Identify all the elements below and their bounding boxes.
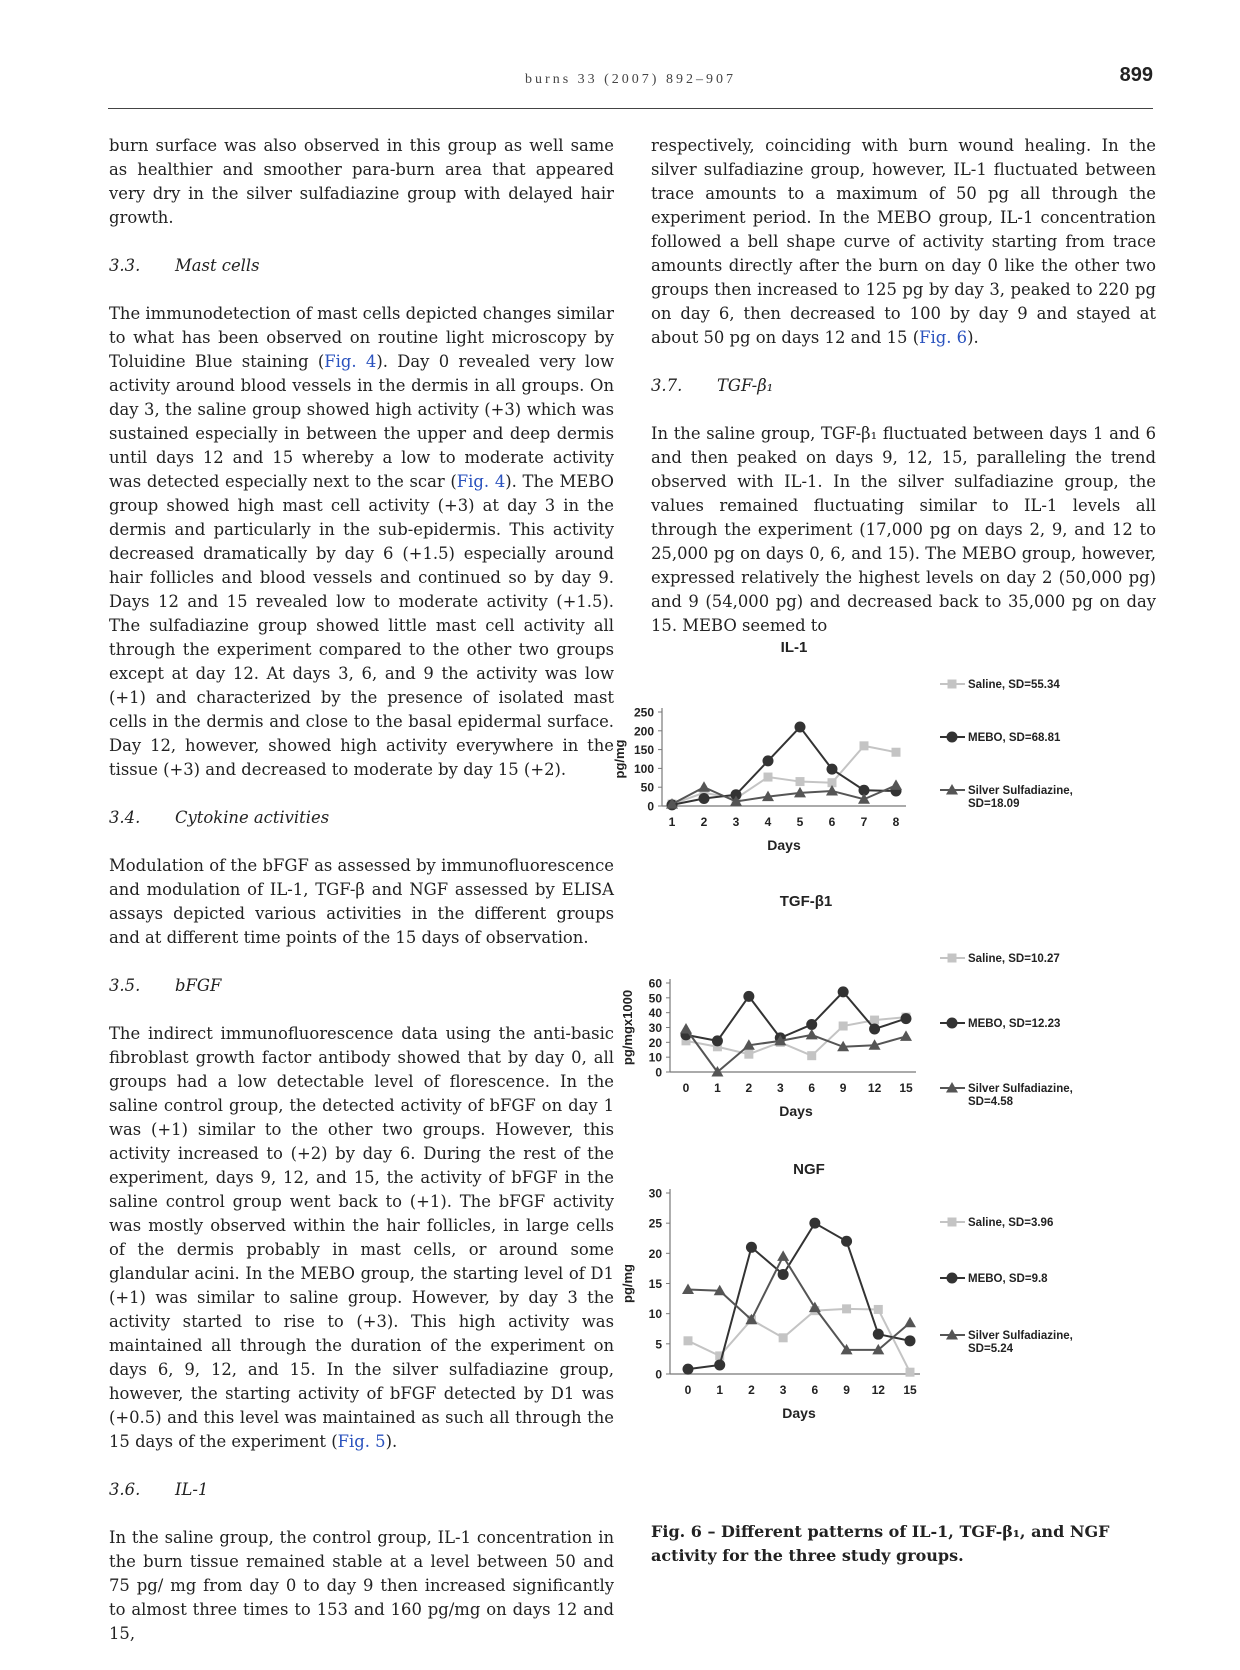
legend-entry [940,1018,1060,1031]
legend-marker [947,732,958,743]
chart-title: IL-1 [780,639,808,656]
y-tick-label: 0 [647,799,654,814]
x-tick-label: 5 [796,815,804,829]
y-tick-label: 100 [633,761,654,776]
legend-label: MEBO, SD=9.8 [968,1273,1048,1285]
section-number: 3.3. [109,256,141,275]
data-point [869,1023,880,1034]
legend-label: SD=18.09 [968,798,1020,810]
data-point [684,1336,693,1345]
y-tick-label: 20 [648,1246,662,1261]
legend-marker [947,1018,958,1029]
figure-link[interactable]: Fig. 4 [324,352,377,371]
x-tick-label: 1 [714,1081,721,1095]
y-tick-label: 20 [648,1035,662,1050]
legend-entry [940,732,1061,745]
legend-marker [948,680,957,689]
legend-label: MEBO, SD=68.81 [968,732,1061,744]
data-point [795,722,806,733]
x-tick-label: 2 [745,1081,753,1095]
y-tick-label: 250 [633,705,654,720]
y-tick-label: 0 [655,1367,662,1382]
chart-title: NGF [793,1161,825,1178]
x-tick-label: 6 [828,815,836,829]
data-point [904,1317,916,1328]
chart-title: TGF-β1 [779,893,833,910]
data-point [874,1305,883,1314]
data-point [746,1242,757,1253]
data-point [827,764,838,775]
legend-marker [948,954,957,963]
data-point [873,1329,884,1340]
section-heading-3-7 [651,374,1156,398]
legend-label: Saline, SD=55.34 [968,679,1060,691]
x-tick-label: 9 [839,1081,847,1095]
legend-entry [940,1273,1048,1286]
journal-citation: burns 33 (2007) 892–907 [525,72,736,87]
data-point [712,1035,723,1046]
x-tick-label: 3 [732,815,740,829]
paragraph-intro: burn surface was also observed in this group as well same as healthier and smoother para-burn area that appeared very dry in the silver sulfadiazine group with delayed hair growth. [109,136,614,227]
data-point [714,1359,725,1370]
section-heading-3-4 [109,806,614,830]
legend-marker [947,1273,958,1284]
figure-link[interactable]: Fig. 6 [919,328,968,347]
page-number: 899 [1119,64,1153,86]
text-run: The indirect immunofluorescence data using the anti-basic fibroblast growth factor antibody showed that by day 0, all groups had a low detectable level of florescence. In the saline control group, the detected activity of bFGF on day 1 was (+1) similar to the other two groups. However, this activity increased to (+2) by day 6. During the rest of the experiment, days 9, 12, and 15, the activity of bFGF in the saline control group went back to (+1). The bFGF activity was mostly observed within the hair follicles, in large cells of the dermis probably in mast cells, or around some glandular acini. In the MEBO group, the starting level of D1 (+1) was similar to saline group. However, by day 3 the activity started to rise to (+3). This high activity was maintained all through the duration of the experiment on days 6, 9, 12, and 15. In the silver sulfadiazine group, however, the starting activity of bFGF detected by D1 was (+0.5) and this level was maintained as such all through the 15 days of the experiment ( [109,1024,614,1451]
section-number: 3.5. [109,976,141,995]
x-tick-label: 4 [764,815,772,829]
legend-label: SD=4.58 [968,1096,1014,1108]
data-point [905,1335,916,1346]
paragraph-il1: In the saline group, the control group, IL-1 concentration in the burn tissue remained stable at a level between 50 and 75 pg/ mg from day 0 to day 9 then increased significantly to almost three times to 153 and 160 pg/mg on days 12 and 15, [109,1528,614,1643]
figure-link[interactable]: Fig. 4 [456,472,506,491]
data-point [806,1029,818,1040]
series-circle [667,722,902,811]
legend-marker [948,1218,957,1227]
legend-entry [940,1329,1073,1355]
y-tick-label: 0 [655,1065,662,1080]
x-tick-label: 2 [700,815,708,829]
data-point [860,741,869,750]
text-run: ). [967,328,979,347]
data-point [807,1051,816,1060]
data-point [744,1050,753,1059]
section-heading-3-6 [109,1478,614,1502]
x-tick-label: 12 [867,1081,882,1095]
figure-link[interactable]: Fig. 5 [337,1432,386,1451]
legend-entry [940,1217,1053,1229]
y-tick-label: 50 [640,780,654,795]
section-number: 3.4. [109,808,141,827]
x-tick-label: 6 [808,1081,816,1095]
section-number: 3.7. [651,376,683,395]
paragraph-tgf-beta: In the saline group, TGF-β₁ fluctuated between days 1 and 6 and then peaked on days 9, 12, 15, paralleling the trend observed with IL-1. In the silver sulfadiazine group, the values remained fluctuating similar to IL-1 levels all through the experiment (17,000 pg on days 2, 9, and 12 to 25,000 pg on days 0, 6, and 15). The MEBO group, however, expressed relatively the highest levels on day 2 (50,000 pg) and 9 (54,000 pg) and decreased back to 35,000 pg on day 15. MEBO seemed to [651,424,1156,635]
data-point [842,1304,851,1313]
figure-6 [612,639,1160,1550]
y-axis-label: pg/mg [612,739,627,779]
text-run: respectively, coinciding with burn wound healing. In the silver sulfadiazine group, however, IL-1 fluctuated between trace amounts to a maximum of 50 pg all through the experiment period. In the MEBO group, IL-1 concentration followed a bell shape curve of activity starting from trace amounts directly after the burn on day 0 like the other two groups then increased to 125 pg by day 3, peaked to 220 pg on day 6, then decreased to 100 by day 9 and stayed at about 50 pg on days 12 and 15 ( [651,136,1156,347]
data-point [906,1368,915,1377]
x-tick-label: 8 [892,815,900,829]
right-column [651,134,1156,662]
section-heading-3-5 [109,974,614,998]
figure-6-charts [612,639,1160,1540]
x-tick-label: 6 [811,1383,819,1397]
running-header [108,62,1153,109]
text-run: ). The MEBO group showed high mast cell activity (+3) at day 3 in the dermis and particularly in the sub-epidermis. This activity decreased dramatically by day 6 (+1.5) especially around hair follicles and blood vessels and continued so by day 9. Days 12 and 15 revealed low to moderate activity (+1.5). The sulfadiazine group showed little mast cell activity all through the experiment compared to the other two groups except at day 12. At days 3, 6, and 9 the activity was low (+1) and characterized by the presence of isolated mast cells in the dermis and close to the basal epidermal surface. Day 12, however, showed high activity everywhere in the tissue (+3) and decreased to moderate by day 15 (+2). [109,472,614,779]
legend-label: MEBO, SD=12.23 [968,1018,1061,1030]
paragraph-il1-continued [651,134,1156,350]
data-point [683,1364,694,1375]
y-tick-label: 5 [655,1337,662,1352]
chart-ngf [620,1161,1073,1421]
y-tick-label: 40 [648,1006,662,1021]
data-point [699,793,710,804]
paragraph-mast-cells [109,302,614,782]
legend-entry [940,784,1073,810]
legend-label: Silver Sulfadiazine, [968,1330,1073,1342]
y-tick-label: 60 [648,976,662,991]
x-axis-label: Days [767,837,801,853]
section-title: bFGF [175,976,222,995]
data-point [900,1030,912,1041]
x-tick-label: 3 [779,1383,787,1397]
text-run: The immunodetection of mast cells depicted changes similar to what has been observed on routine light microscopy by Toluidine Blue staining ( [109,304,614,371]
x-axis-label: Days [782,1405,816,1421]
data-point [892,748,901,757]
data-point [743,991,754,1002]
x-tick-label: 9 [843,1383,850,1397]
data-point [779,1333,788,1342]
legend-label: Saline, SD=3.96 [968,1217,1054,1229]
y-tick-label: 150 [633,743,654,758]
data-point [901,1013,912,1024]
y-tick-label: 10 [648,1307,662,1322]
text-run: ). [385,1432,398,1451]
x-tick-label: 0 [684,1383,692,1397]
chart-il-1 [612,639,1073,853]
paragraph-bfgf [109,1022,614,1454]
data-point [838,986,849,997]
left-column [109,134,614,1670]
legend-entry [940,679,1060,691]
legend-entry [940,953,1060,965]
data-point [763,755,774,766]
section-title: TGF-β₁ [717,376,774,395]
x-tick-label: 2 [748,1383,755,1397]
section-title: Mast cells [175,256,260,275]
data-point [839,1022,848,1031]
data-point [680,1023,692,1034]
legend-label: Silver Sulfadiazine, [968,1083,1073,1095]
legend-label: Silver Sulfadiazine, [968,785,1073,797]
x-tick-label: 12 [871,1383,885,1397]
x-tick-label: 15 [903,1383,917,1397]
data-point [698,781,710,792]
x-tick-label: 15 [899,1081,913,1095]
data-point [764,773,773,782]
y-tick-label: 15 [648,1277,662,1291]
legend-label: SD=5.24 [968,1343,1014,1355]
x-axis-label: Days [779,1103,813,1119]
x-tick-label: 0 [682,1081,690,1095]
y-tick-label: 30 [648,1186,662,1201]
section-heading-3-3 [109,254,614,278]
data-point [806,1019,817,1030]
section-title: Cytokine activities [175,808,330,827]
paragraph-cytokines: Modulation of the bFGF as assessed by immunofluorescence and modulation of IL-1, TGF-β and NGF assessed by ELISA assays depicted various activities in the different groups and at different time points of the 15 days of observation. [109,856,614,947]
data-point [841,1236,852,1247]
data-point [890,779,902,790]
legend-label: Saline, SD=10.27 [968,953,1060,965]
y-tick-label: 200 [633,724,654,739]
x-tick-label: 3 [776,1081,784,1095]
x-tick-label: 7 [860,815,868,829]
figure-caption: Fig. 6 – Different patterns of IL-1, TGF-β₁, and NGF activity for the three study groups. [651,1522,1110,1565]
section-number: 3.6. [109,1480,141,1499]
y-axis-label: pg/mg [620,1264,635,1303]
data-point [870,1016,879,1025]
data-point [809,1218,820,1229]
chart-tgf-1 [620,893,1073,1119]
section-title: IL-1 [175,1480,209,1499]
data-point [777,1250,789,1261]
legend-entry [940,1082,1073,1108]
x-tick-label: 1 [668,815,676,829]
x-tick-label: 1 [716,1383,724,1397]
y-tick-label: 50 [648,991,662,1006]
data-point [796,777,805,786]
y-tick-label: 10 [648,1050,662,1065]
text-run: ). Day 0 revealed very low activity around blood vessels in the dermis in all groups. On day 3, the saline group showed high activity (+3) which was sustained especially in between the upper and deep dermis until days 12 and 15 whereby a low to moderate activity was detected especially next to the scar ( [109,352,614,491]
y-tick-label: 30 [648,1021,662,1035]
data-point [778,1269,789,1280]
y-axis-label: pg/mgx1000 [620,989,635,1066]
y-tick-label: 25 [648,1216,662,1231]
